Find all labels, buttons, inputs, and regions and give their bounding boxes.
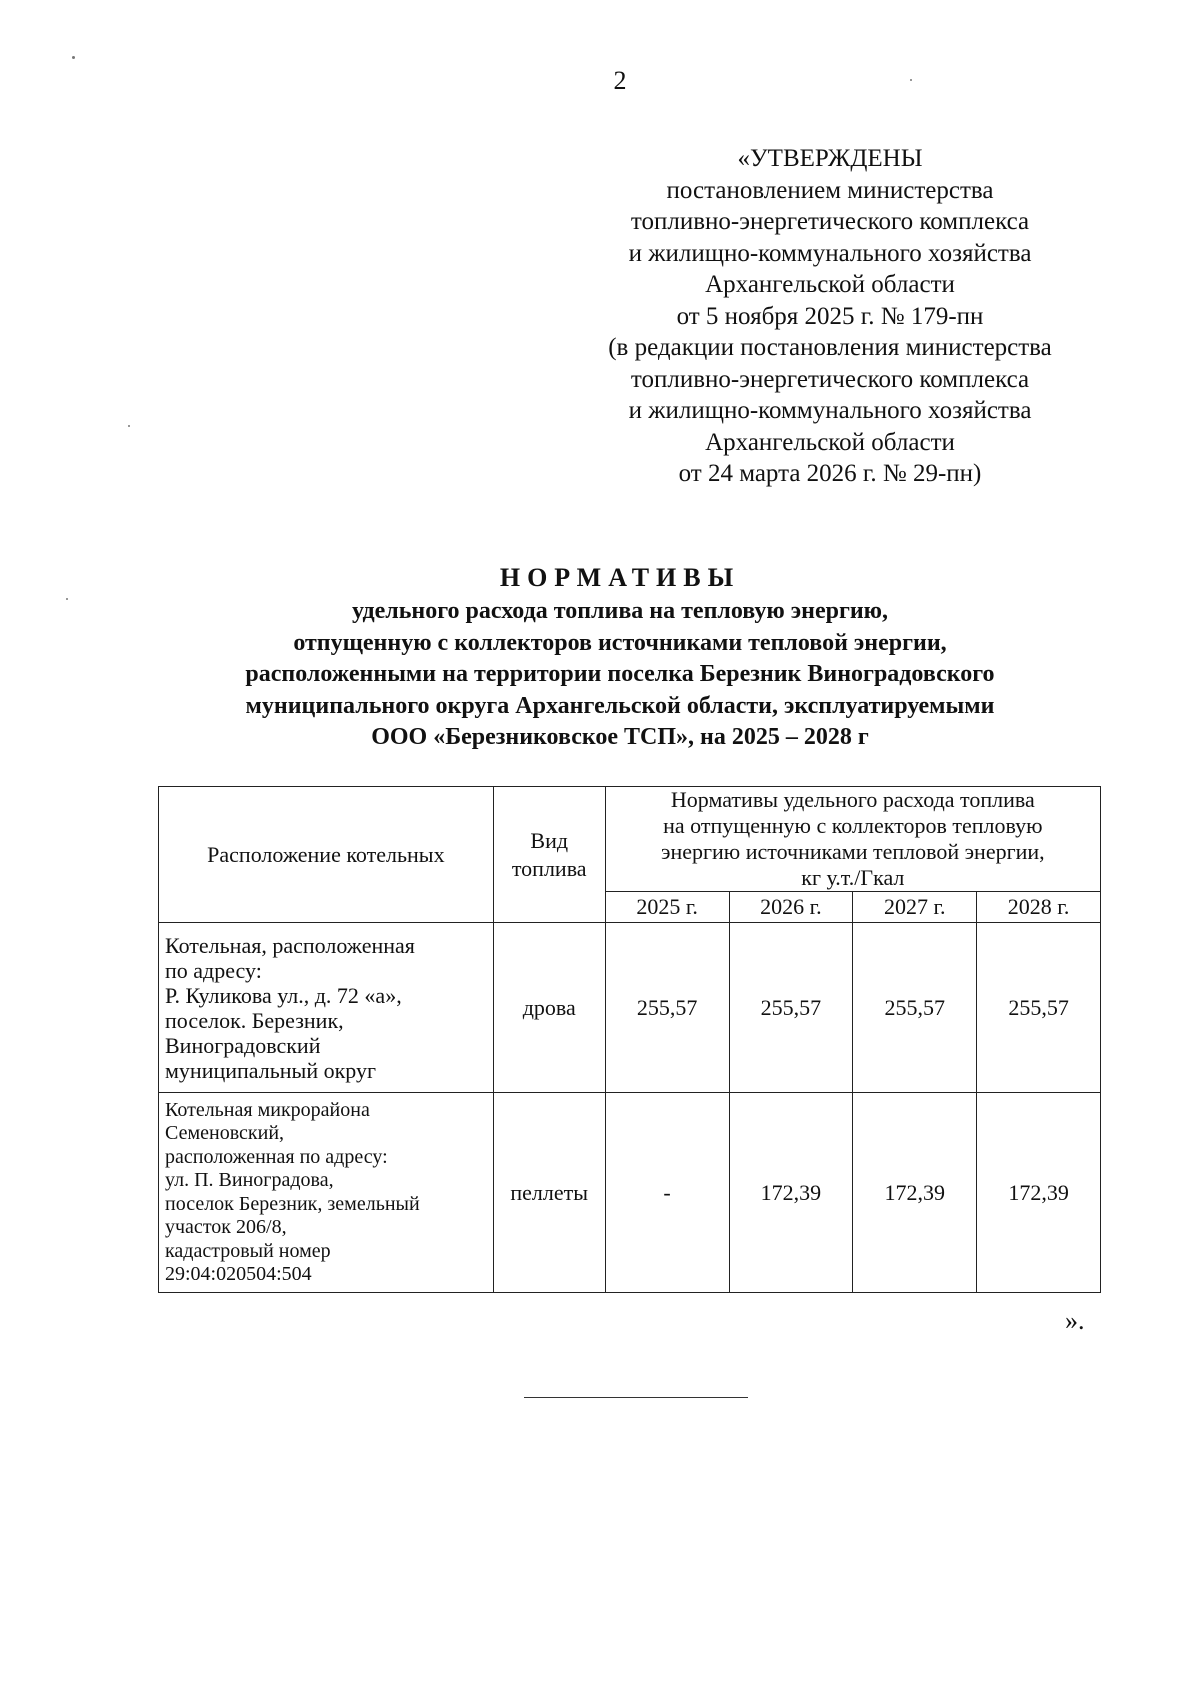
approval-line: от 5 ноября 2025 г. № 179-пн: [676, 302, 984, 330]
approval-line: топливно-энергетического комплекса: [630, 208, 1030, 235]
location-line: Котельная, расположенная: [165, 932, 415, 958]
header-location: Расположение котельных: [159, 787, 494, 923]
document-title: [140, 560, 1100, 754]
approval-line: «УТВЕРЖДЕНЫ: [737, 145, 923, 172]
norm-value: 255,57: [977, 923, 1101, 1093]
approval-line: топливно-энергетического комплекса: [630, 365, 1030, 393]
norm-value: 172,39: [977, 1093, 1101, 1293]
table-header-row: [159, 787, 1101, 892]
location-line: Котельная микрорайона: [165, 1098, 370, 1121]
norm-value: 255,57: [605, 923, 729, 1093]
approval-line: и жилищно-коммунального хозяйства: [628, 397, 1032, 424]
location-line: участок 206/8,: [165, 1216, 287, 1238]
approval-line: Архангельской области: [705, 428, 955, 456]
norms-table: [158, 786, 1101, 1293]
scan-speck: [128, 425, 130, 427]
header-fuel: [493, 787, 605, 923]
title-heading: НОРМАТИВЫ: [499, 563, 741, 592]
location-line: 29:04:020504:504: [165, 1263, 312, 1285]
boiler-location: [159, 923, 494, 1093]
approval-line: от 24 марта 2026 г. № 29-пн): [678, 460, 982, 487]
location-line: Р. Куликова ул., д. 72 «а»,: [165, 982, 402, 1008]
location-line: ул. П. Виноградова,: [165, 1169, 334, 1191]
location-line: расположенная по адресу:: [165, 1145, 388, 1168]
table-row: [159, 923, 1101, 1093]
fuel-type: дрова: [493, 923, 605, 1093]
location-line: поселок. Березник,: [165, 1007, 344, 1033]
scan-speck: [72, 56, 75, 59]
header-year: 2027 г.: [853, 892, 977, 923]
header-year: 2026 г.: [729, 892, 853, 923]
fuel-type: пеллеты: [493, 1093, 605, 1293]
location-line: Виноградовский: [165, 1032, 321, 1058]
header-norms-line: на отпущенную с коллекторов тепловую: [663, 813, 1043, 838]
norm-value: 255,57: [853, 923, 977, 1093]
page-number: 2: [613, 66, 627, 95]
approval-line: (в редакции постановления министерства: [608, 334, 1052, 361]
header-fuel-line: Вид: [530, 827, 569, 853]
header-year: 2025 г.: [605, 892, 729, 923]
title-line: муниципального округа Архангельской области, эксплуатируемыми: [245, 692, 995, 719]
table-row: [159, 1093, 1101, 1293]
norm-value: 172,39: [853, 1093, 977, 1293]
location-line: по адресу:: [165, 957, 262, 983]
norm-value: 255,57: [729, 923, 853, 1093]
norm-value: 172,39: [729, 1093, 853, 1293]
approval-block: [560, 143, 1100, 490]
header-norms: [605, 787, 1100, 892]
header-fuel-line: топлива: [511, 855, 587, 881]
title-line: ООО «Березниковское ТСП», на 2025 – 2028 г: [371, 724, 869, 750]
header-norms-line: Нормативы удельного расхода топлива: [670, 787, 1035, 812]
location-line: кадастровый номер: [165, 1239, 331, 1262]
scan-speck: [910, 79, 912, 81]
closing-quote: ».: [1065, 1306, 1085, 1335]
approval-line: и жилищно-коммунального хозяйства: [628, 239, 1032, 267]
approval-line: Архангельской области: [705, 271, 955, 298]
separator-line: [524, 1397, 748, 1398]
location-line: муниципальный округ: [165, 1057, 377, 1083]
header-year: 2028 г.: [977, 892, 1101, 923]
header-norms-line: кг у.т./Гкал: [801, 865, 905, 890]
header-norms-line: энергию источниками тепловой энергии,: [661, 839, 1045, 864]
title-line: удельного расхода топлива на тепловую энергию,: [351, 598, 889, 624]
scan-speck: [66, 598, 68, 600]
title-line: отпущенную с коллекторов источниками тепловой энергии,: [293, 629, 947, 656]
title-line: расположенными на территории поселка Березник Виноградовского: [245, 661, 995, 687]
norm-value: -: [605, 1093, 729, 1293]
approval-line: постановлением министерства: [666, 176, 994, 204]
boiler-location: [159, 1093, 494, 1293]
location-line: поселок Березник, земельный: [165, 1192, 420, 1215]
location-line: Семеновский,: [165, 1122, 285, 1144]
